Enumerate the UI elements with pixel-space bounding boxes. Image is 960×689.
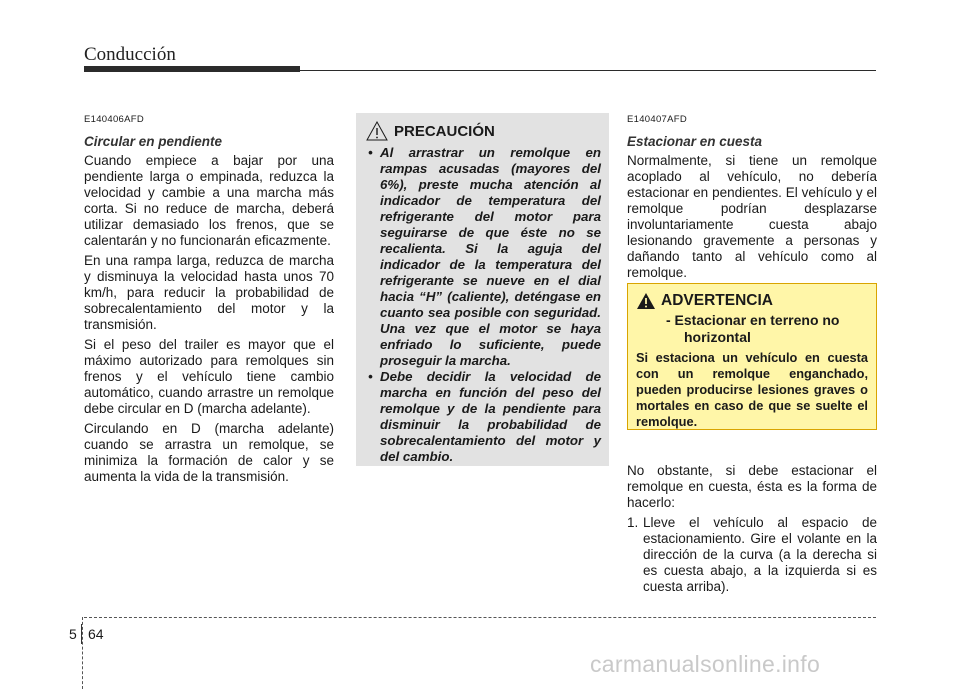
paragraph: En una rampa larga, reduzca de marcha y disminuya la velocidad hasta unos 70 km/h, para reducir la probabilidad de sobrecalentamiento del motor y la transmisión.	[84, 253, 334, 332]
page-title: Conducción	[84, 44, 176, 65]
right-column-continued	[627, 463, 877, 595]
right-column	[627, 112, 877, 285]
paragraph: Circulando en D (marcha adelante) cuando se arrastra un remolque, se minimiza la formación de calor y se aumenta la vida de la transmisión.	[84, 421, 334, 484]
caution-item: • Debe decidir la velocidad de marcha en función del peso del remolque y de la pendiente para disminuir la probabilidad de sobrecalentamiento del motor y del cambio.	[368, 369, 601, 464]
section-code: E140406AFD	[84, 114, 145, 125]
caution-box	[356, 113, 609, 466]
warning-triangle-icon	[636, 292, 656, 310]
section-subheading: Estacionar en cuesta	[627, 134, 763, 149]
list-number: 1.	[627, 515, 639, 530]
footer-rule	[84, 617, 876, 618]
warning-box	[627, 283, 877, 430]
warning-subtitle: - Estacionar en terreno no horizontal	[666, 312, 840, 345]
paragraph: No obstante, si debe estacionar el remolque en cuesta, ésta es la forma de hacerlo:	[627, 463, 877, 510]
header-bar	[84, 66, 300, 72]
footer-vertical-rule	[82, 617, 83, 689]
warning-body: Si estaciona un vehículo en cuesta con un remolque enganchado, pueden producirse lesiones graves o mortales en caso de que se suelte el remolque.	[636, 350, 868, 429]
caution-title: PRECAUCIÓN	[394, 122, 495, 140]
page-number: 64	[88, 626, 104, 642]
caution-header	[366, 121, 601, 141]
paragraph: Si el peso del trailer es mayor que el máximo autorizado para remolques sin frenos y el vehículo tiene cambio automático, cuando arrastre un remolque debe circular en D (marcha adelante).	[84, 337, 334, 416]
caution-list	[366, 145, 601, 465]
caution-triangle-icon	[366, 121, 388, 141]
warning-title: ADVERTENCIA	[661, 292, 773, 309]
header-rule	[300, 70, 876, 71]
section-subheading: Circular en pendiente	[84, 134, 223, 149]
caution-item: • Al arrastrar un remolque en rampas acusadas (mayores del 6%), preste mucha atención al indicador de temperatura del refrigerante del motor para seguirarse de que éste no se recalienta. Si la aguja del indicador de la temperatura del refrigerante se nueve en el dial hacia “H” (caliente), deténgase en cuanto sea posible con seguridad. Una vez que el motor se haya enfriado lo suficiente, puede proseguir la marcha.	[368, 145, 601, 368]
page-number-divider	[81, 624, 82, 644]
list-text: Lleve el vehículo al espacio de estacionamiento. Gire el volante en la dirección de la curva (a la derecha si es cuesta abajo, a la izquierda si es cuesta arriba).	[643, 515, 877, 594]
paragraph: Cuando empiece a bajar por una pendiente larga o empinada, reduzca la velocidad y cambie a una marcha más corta. Si no reduce de marcha, deberá utilizar demasiado los frenos, que se calentarán y no funcionarán eficazmente.	[84, 153, 334, 248]
section-code: E140407AFD	[627, 114, 688, 125]
left-column	[84, 112, 334, 489]
paragraph: Normalmente, si tiene un remolque acoplado al vehículo, no debería estacionar en pendientes. El vehículo y el remolque podrían desplazarse involuntariamente cuesta abajo lesionando gravemente a personas y dañando tanto al vehículo como al remolque.	[627, 153, 877, 280]
list-item	[627, 515, 877, 595]
watermark: carmanualsonline.info	[590, 651, 821, 677]
chapter-number: 5	[69, 626, 77, 642]
warning-header	[636, 292, 868, 310]
